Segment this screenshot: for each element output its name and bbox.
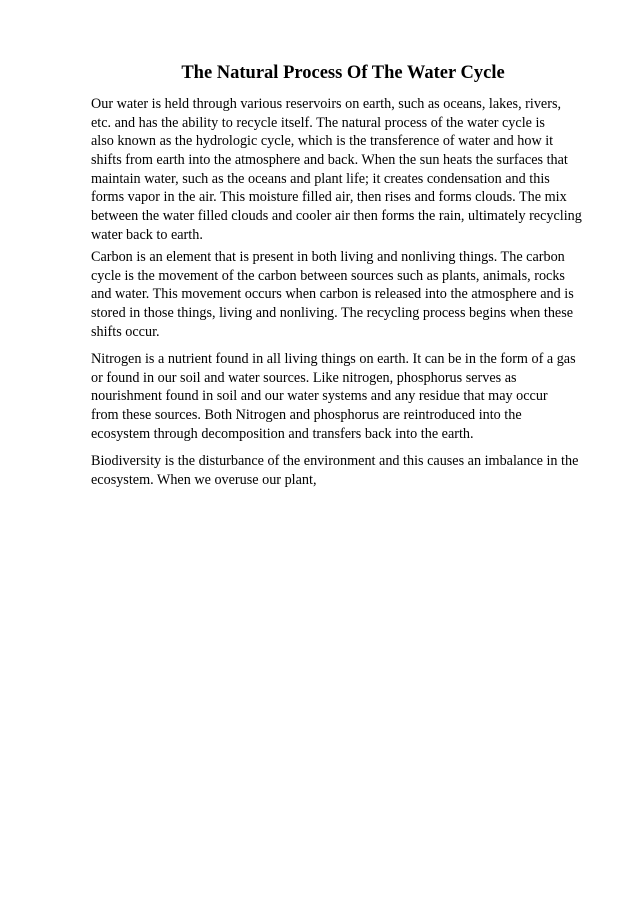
paragraph-line: cycle is the movement of the carbon between sources such as plants, animals, rocks bbox=[91, 267, 565, 284]
paragraph-line: etc. and has the ability to recycle itself. The natural process of the water cycle is bbox=[91, 114, 545, 131]
paragraph-line: Nitrogen is a nutrient found in all living things on earth. It can be in the form of a gas bbox=[91, 351, 576, 367]
paragraph-line: also known as the hydrologic cycle, which is the transference of water and how it bbox=[91, 133, 554, 150]
paragraph-nitrogen-phosphorus bbox=[91, 350, 576, 443]
paragraph-line: nourishment found in soil and our water systems and any residue that may occur bbox=[91, 388, 548, 405]
paragraph-line: stored in those things, living and nonliving. The recycling process begins when these bbox=[91, 304, 574, 321]
paragraph-line: from these sources. Both Nitrogen and phosphorus are reintroduced into the bbox=[91, 406, 522, 423]
paragraph-line: maintain water, such as the oceans and plant life; it creates condensation and this bbox=[91, 170, 550, 187]
paragraph-line: ecosystem through decomposition and transfers back into the earth. bbox=[91, 425, 474, 442]
paragraph-line: shifts occur. bbox=[91, 323, 160, 340]
document-title: The Natural Process Of The Water Cycle bbox=[181, 63, 505, 83]
paragraph-line: shifts from earth into the atmosphere and back. When the sun heats the surfaces that bbox=[91, 151, 568, 168]
paragraph-line: between the water filled clouds and cooler air then forms the rain, ultimately recycling bbox=[91, 207, 582, 224]
paragraph-carbon-cycle bbox=[91, 248, 574, 341]
paragraph-line: or found in our soil and water sources. Like nitrogen, phosphorus serves as bbox=[91, 369, 517, 386]
paragraph-biodiversity bbox=[91, 452, 578, 489]
paragraph-water-cycle bbox=[91, 95, 582, 244]
paragraph-line: and water. This movement occurs when carbon is released into the atmosphere and is bbox=[91, 286, 574, 303]
paragraph-line: ecosystem. When we overuse our plant, bbox=[91, 471, 317, 488]
paragraph-line: Carbon is an element that is present in both living and nonliving things. The carbon bbox=[91, 249, 565, 265]
paragraph-line: water back to earth. bbox=[91, 226, 203, 243]
paragraph-line: Our water is held through various reservoirs on earth, such as oceans, lakes, rivers, bbox=[91, 96, 562, 112]
paragraph-line: forms vapor in the air. This moisture filled air, then rises and forms clouds. The mix bbox=[91, 189, 567, 206]
paragraph-line: Biodiversity is the disturbance of the environment and this causes an imbalance in the bbox=[91, 453, 579, 469]
